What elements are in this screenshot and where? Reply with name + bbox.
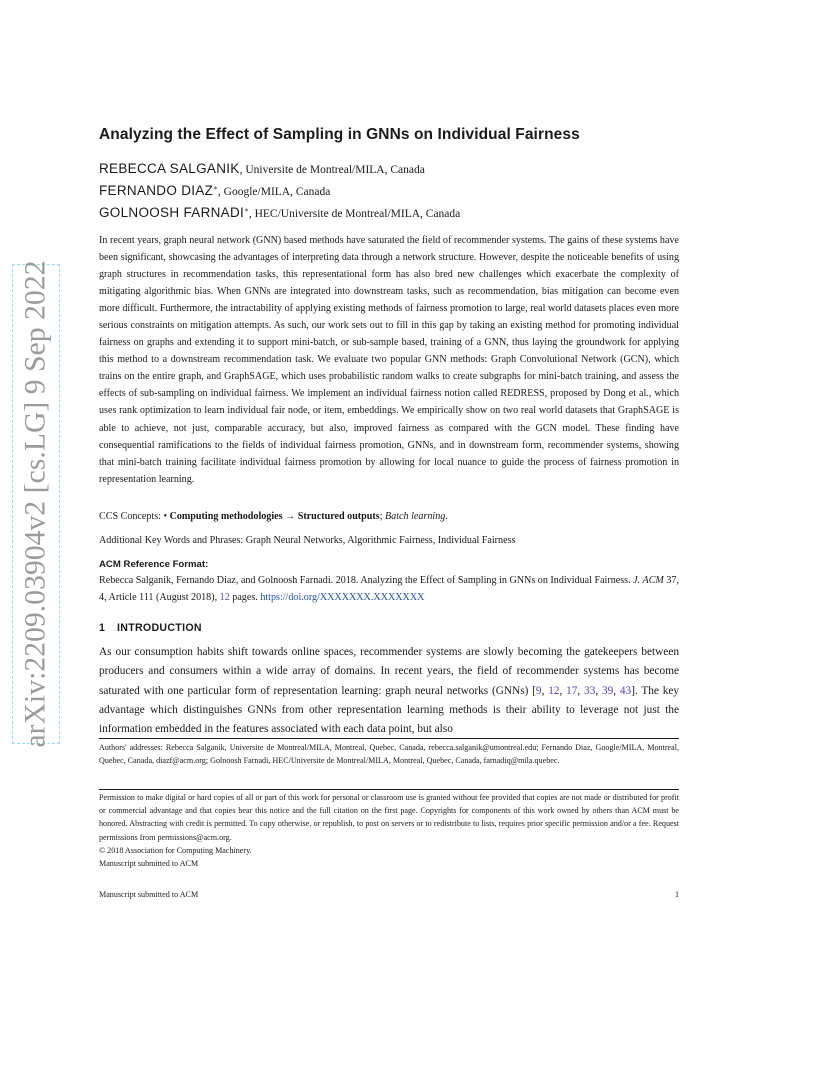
- permission-divider: [99, 789, 679, 790]
- acm-reference-details: 37, 4, Article 111 (August 2018),: [99, 575, 680, 603]
- author-line: [99, 205, 460, 221]
- intro-text-after: ]. The key advantage which distinguishes GNNs from other representation learning methods is their ability to leverage not just the information embedded in the features associated with each data point, but also: [99, 684, 680, 736]
- author-affiliation: , Google/MILA, Canada: [217, 186, 331, 198]
- author-name: REBECCA SALGANIK: [99, 161, 240, 176]
- pages-link[interactable]: 12: [219, 592, 230, 603]
- ccs-sub: Batch learning: [385, 511, 446, 522]
- citation-link[interactable]: 43: [619, 684, 632, 697]
- author-affiliation: , Universite de Montreal/MILA, Canada: [239, 164, 425, 176]
- acm-reference-journal: J. ACM: [633, 575, 664, 586]
- abstract: In recent years, graph neural network (GNN) based methods have saturated the field of recommender systems. The gains of these systems have been significant, showcasing the advantages of interpreting data through a network structure. However, despite the noticeable benefits of using graph structures in recommendation tasks, this representational form has also bred new challenges which exacerbate the complexity of mitigating algorithmic bias. When GNNs are integrated into downstream tasks, such as recommendation, bias mitigation can become even more difficult. Furthermore, the intractability of applying existing methods of fairness promotion to large, real world datasets places even more serious constraints on mitigation attempts. As such, our work sets out to fill in this gap by taking an existing method for promoting individual fairness on graphs and extending it to support mini-batch, or sub-sample based, training of a GNN, thus laying the groundwork for applying this method to a downstream recommendation task. We evaluate two popular GNN methods: Graph Convolutional Network (GCN), which trains on the entire graph, and GraphSAGE, which uses probabilistic random walks to create subgraphs for mini-batch training, and assess the effects of sub-sampling on individual fairness. We implement an individual fairness notion called REDRESS, proposed by Dong et al., which uses rank optimization to learn individual fair node, or item, embeddings. We empirically show on two real world datasets that GraphSAGE is able to achieve, not just, comparable accuracy, but also, improved fairness as compared with the GCN model. These finding have consequential ramifications to the fields of individual fairness promotion, GNNs, and in downstream form, recommender systems, showing that mini-batch training facilitate individual fairness promotion by allowing for local nuance to guide the process of fairness promotion in representation learning.: [99, 235, 679, 485]
- section-title: INTRODUCTION: [117, 622, 202, 634]
- ccs-main: Computing methodologies → Structured outputs: [169, 511, 380, 522]
- ccs-sep: ;: [379, 511, 386, 522]
- citation-link[interactable]: 33: [584, 684, 596, 697]
- ccs-concepts: [99, 508, 679, 525]
- footnote-divider: [99, 738, 679, 739]
- page-number: 1: [674, 890, 679, 899]
- permission-text: Permission to make digital or hard copies of all or part of this work for personal or classroom use is granted without fee provided that copies are not made or distributed for profit or commercial advantage and that copies bear this notice and the full citation on the first page. Copyrights for components of this work owned by others than ACM must be honored. Abstracting with credit is permitted. To copy otherwise, or republish, to post on servers or to redistribute to lists, requires prior specific permission and/or a fee. Request permissions from permissions@acm.org.: [99, 793, 679, 842]
- author-line: [99, 161, 425, 177]
- acm-reference-title: ACM Reference Format:: [99, 559, 209, 570]
- introduction-paragraph: As our consumption habits shift towards online spaces, recommender systems are slowly becoming the gatekeepers between producers and consumers within a wide array of domains. In recent years, the field of recommender systems has become saturated with one particular form of representation learning: graph neural networks (GNNs) [9, 12, 17, 33, 39, 43]. The key advantage which distinguishes GNNs from other representation learning methods is their ability to leverage not just the information embedded in the features associated with each data point, but also: [99, 646, 680, 736]
- keywords: Additional Key Words and Phrases: Graph Neural Networks, Algorithmic Fairness, Individual Fairness: [99, 535, 516, 546]
- acm-reference-heading: [99, 556, 679, 573]
- author-line: [99, 183, 330, 199]
- manuscript-note: Manuscript submitted to ACM: [99, 859, 199, 869]
- author-name: FERNANDO DIAZ: [99, 183, 214, 198]
- intro-text-before: As our consumption habits shift towards online spaces, recommender systems are slowly becoming the gatekeepers between producers and consumers within a wide array of domains. In recent years, the field of recommender systems has become saturated with one particular form of representation learning: graph neural networks (GNNs) [: [99, 646, 679, 697]
- acm-reference-text: Rebecca Salganik, Fernando Diaz, and Golnoosh Farnadi. 2018. Analyzing the Effect of Sampling in GNNs on Individual Fairness.: [99, 575, 631, 586]
- paper-title: Analyzing the Effect of Sampling in GNNs on Individual Fairness: [99, 126, 580, 143]
- acm-reference: [99, 572, 679, 606]
- ccs-end: .: [445, 511, 448, 522]
- permission-notice: [99, 791, 679, 870]
- citation-link[interactable]: 39: [601, 684, 614, 697]
- citation-link[interactable]: 17: [566, 684, 578, 697]
- ccs-prefix: CCS Concepts: •: [99, 511, 170, 522]
- acm-reference-pages: pages.: [229, 592, 261, 603]
- citation-link[interactable]: 9: [535, 684, 542, 697]
- section-number: 1: [99, 622, 106, 634]
- copyright-line: © 2018 Association for Computing Machinery.: [99, 845, 252, 855]
- author-mark: ∗: [213, 184, 218, 192]
- author-affiliation: , HEC/Universite de Montreal/MILA, Canada: [248, 208, 461, 220]
- authors-addresses: Authors' addresses: Rebecca Salganik, Universite de Montreal/MILA, Montreal, Quebec, Canada, rebecca.salganik@umontreal.edu; Fernando Diaz, Google/MILA, Montreal, Quebec, Canada, diazf@acm.org; Golnoosh Farnadi, HEC/Universite de Montreal/MILA, Montreal, Quebec, Canada, farnadiq@mila.quebec.: [99, 743, 679, 766]
- author-name: GOLNOOSH FARNADI: [99, 205, 245, 220]
- arxiv-identifier[interactable]: arXiv:2209.03904v2 [cs.LG] 9 Sep 2022: [19, 260, 52, 748]
- citation-link[interactable]: 12: [548, 684, 560, 697]
- section-heading: [99, 622, 202, 634]
- doi-link[interactable]: https://doi.org/XXXXXXX.XXXXXXX: [260, 592, 425, 603]
- author-mark: ∗: [244, 206, 249, 214]
- footer-manuscript: Manuscript submitted to ACM: [99, 890, 199, 899]
